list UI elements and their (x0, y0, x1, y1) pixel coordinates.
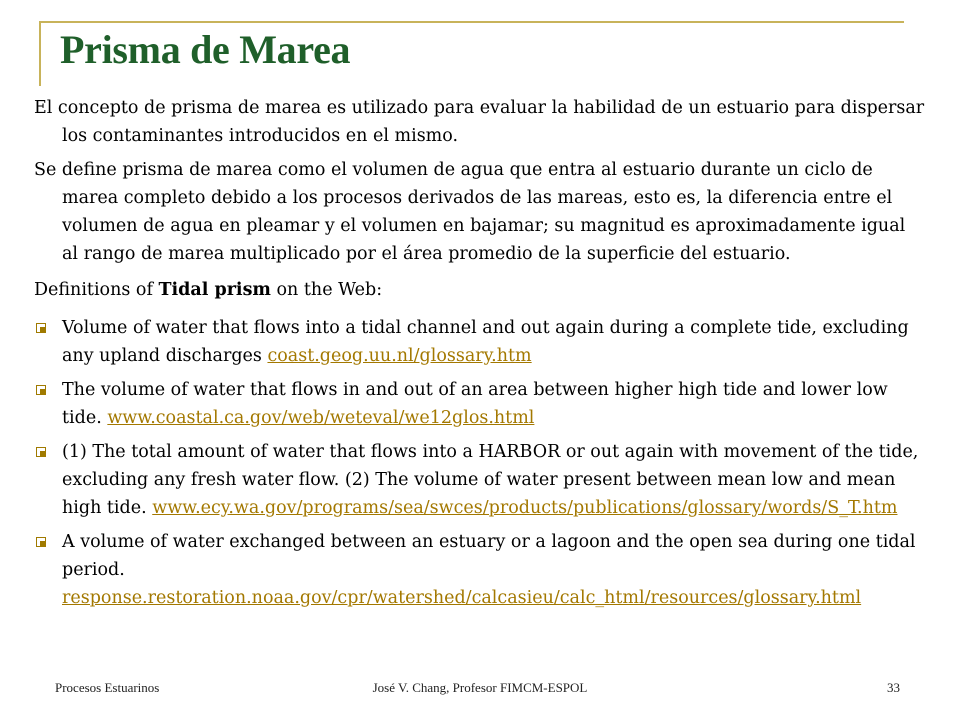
list-item (34, 376, 926, 432)
definitions-prefix: Definitions of (34, 280, 159, 300)
source-link[interactable]: response.restoration.noaa.gov/cpr/watershed/calcasieu/calc_html/resources/glossary.html (62, 588, 862, 608)
square-bullet-icon (36, 537, 46, 547)
definitions-term: Tidal prism (158, 280, 271, 300)
definition-text: (1) The total amount of water that flows into a HARBOR or out again with movement of the tide, excluding any fresh water flow. (2) The volume of water present between mean low and mean high tide. (62, 442, 919, 518)
square-bullet-icon (36, 385, 46, 395)
source-link[interactable]: www.ecy.wa.gov/programs/sea/swces/products/publications/glossary/words/S_T.htm (152, 498, 898, 518)
footer-author: José V. Chang, Profesor FIMCM-ESPOL (372, 680, 588, 695)
source-link[interactable]: coast.geog.uu.nl/glossary.htm (267, 346, 532, 366)
definition-text: Volume of water that flows into a tidal channel and out again during a complete tide, excluding any upland discharges (62, 318, 909, 366)
definitions-heading (34, 276, 926, 304)
list-item (34, 438, 926, 522)
square-bullet-icon (36, 323, 46, 333)
footer-course: Procesos Estuarinos (55, 680, 160, 695)
paragraph-concept: El concepto de prisma de marea es utilizado para evaluar la habilidad de un estuario para dispersar los contaminantes introducidos en el mismo. (34, 98, 925, 146)
definition-text: The volume of water that flows in and out of an area between higher high tide and lower low tide. (62, 380, 888, 428)
source-link[interactable]: www.coastal.ca.gov/web/weteval/we12glos.html (107, 408, 535, 428)
paragraph-definition: Se define prisma de marea como el volumen de agua que entra al estuario durante un ciclo de marea completo debido a los procesos derivados de las mareas, esto es, la diferencia entre el volumen de agua en pleamar y el volumen en bajamar; su magnitud es aproximadamente igual al rango de marea multiplicado por el área promedio de la superficie del estuario. (34, 160, 906, 264)
definition-text: A volume of water exchanged between an estuary or a lagoon and the open sea during one tidal period. (62, 532, 916, 580)
definitions-suffix: on the Web: (270, 280, 383, 300)
square-bullet-icon (36, 447, 46, 457)
footer-page-number: 33 (887, 680, 900, 695)
definitions-list (34, 314, 926, 612)
frame-left-line (39, 21, 41, 86)
slide-content (34, 94, 926, 618)
slide-title: Prisma de Marea (60, 27, 351, 72)
frame-top-line (40, 21, 904, 23)
list-item (34, 314, 926, 370)
list-item (34, 528, 926, 612)
